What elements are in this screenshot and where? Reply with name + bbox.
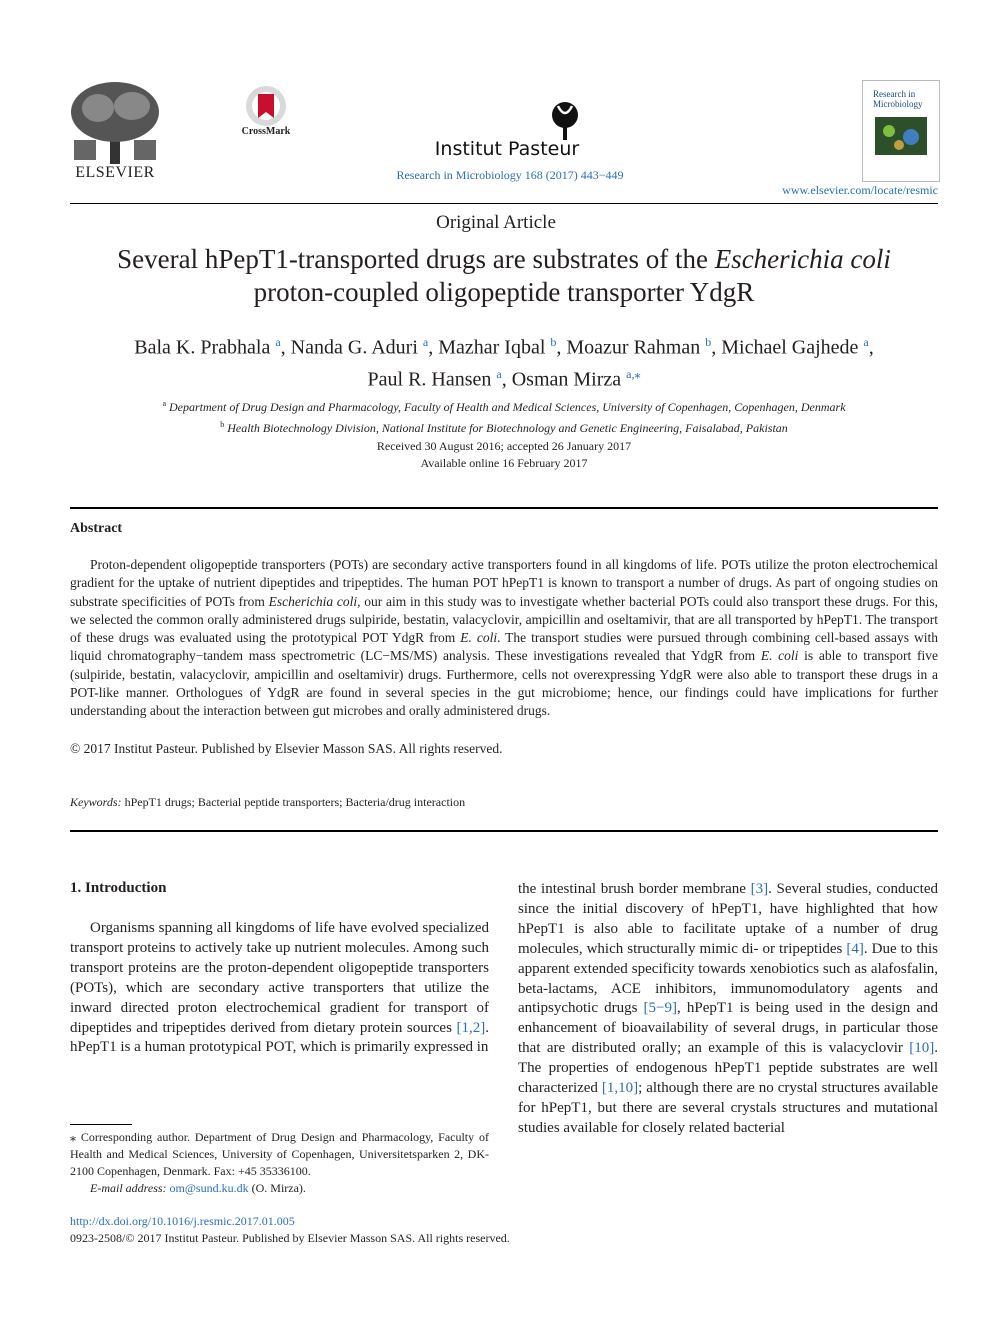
title-part2: proton-coupled oligopeptide transporter YdgR [253,277,755,307]
citation-link[interactable]: [3] [750,881,769,897]
available-date: Available online 16 February 2017 [420,456,588,470]
institute-name: Institut Pasteur [434,138,580,160]
article-type: Original Article [436,212,556,233]
email-link[interactable]: om@sund.ku.dk [169,1181,249,1195]
author-affil-sup[interactable]: a [863,335,869,349]
received-date: Received 30 August 2016; accepted 26 January 2017 [376,439,632,453]
crossmark-label: CrossMark [241,126,291,137]
abstract-copyright: © 2017 Institut Pasteur. Published by Elsevier Masson SAS. All rights reserved. [70,741,503,756]
corresponding-author-footnote [70,1129,489,1197]
author-affil-sup[interactable]: b [705,335,712,349]
footnote-divider [70,1124,132,1125]
citation-link[interactable]: [4] [846,940,864,957]
author-affil-sup[interactable]: a,⁎ [626,366,641,381]
publisher-name: ELSEVIER [75,164,155,181]
section-heading: 1. Introduction [70,880,167,896]
author[interactable]: Bala K. Prabhala [134,336,271,359]
author[interactable]: Osman Mirza [511,368,622,391]
author[interactable]: Nanda G. Aduri [290,336,418,359]
pasteur-logo-icon [540,100,590,140]
journal-homepage-link[interactable]: www.elsevier.com/locate/resmic [782,183,938,197]
author[interactable]: Moazur Rahman [566,336,701,359]
keywords-label: Keywords: [70,795,122,809]
author[interactable]: Michael Gajhede [721,336,859,359]
footnote-text: ⁎ Corresponding author. Department of Drug Design and Pharmacology, Faculty of Health and Medical Sciences, University of Copenhagen, Universitetsparken 2, DK-2100 Copenhagen, Denmark. Fax: +45 35336100. [70,1130,489,1178]
body-top-divider [70,830,938,832]
keywords-text: hPepT1 drugs; Bacterial peptide transporters; Bacteria/drug interaction [124,795,466,809]
author-affil-sup[interactable]: a [275,335,281,349]
issn-copyright: 0923-2508/© 2017 Institut Pasteur. Published by Elsevier Masson SAS. All rights reserved. [70,1231,510,1245]
body-column-right: the intestinal brush border membrane [3]. Several studies, conducted since the initial discovery of hPepT1, have highlighted that how hPepT1 is also able to facilitate uptake of a number of drug molecules, which structurally mimic di- or tripeptides [4]. Due to this apparent extended specificity towards xenobiotics such as alafosfalin, beta-lactams, ACE inhibitors, immunomodulatory agents and antipsychotic drugs [5−9], hPepT1 is being used in the design and enhancement of bioavailability of several drugs, in particular those that are distributed orally; an example of this is valacyclovir [10]. The properties of endogenous hPepT1 peptide substrates are well characterized [1,10]; although there are no crystal structures available for hPepT1, but there are several crystals structures and mutational studies available for closely related bacterial [518,881,938,1136]
journal-reference[interactable]: Research in Microbiology 168 (2017) 443−449 [396,168,624,182]
header-divider [70,203,938,204]
article-dates [70,438,938,472]
citation-link[interactable]: [10] [909,1040,935,1057]
author-affil-sup[interactable]: b [550,335,557,349]
keywords [70,795,465,810]
footnote-email: E-mail address: om@sund.ku.dk (O. Mirza). [90,1181,306,1195]
title-italic: Escherichia coli [714,244,891,274]
cover-image [875,117,927,155]
affiliation-b: $^b$ Health Biotechnology Division, National Institute for Biotechnology and Genetic Engineering, Faisalabad, Pakistan [220,420,788,435]
author-list: Bala K. Prabhala $^a$, Nanda G. Aduri $^a$, Mazhar Iqbal $^b$, Moazur Rahman $^b$, Michael Gajhede $^a$, Paul R. Hansen $^a$, Osman Mirza $^{a,⁎}$ [134,335,874,391]
citation-link[interactable]: [1,2] [456,1019,486,1036]
abstract-text: Proton-dependent oligopeptide transporters (POTs) are secondary active transporters found in all kingdoms of life. POTs utilize the proton electrochemical gradient for the uptake of nutrient dipeptides and tripeptides. The human POT hPepT1 is known to transport a number of drugs. As part of ongoing studies on substrate specificities of POTs from Escherichia coli, our aim in this study was to investigate whether bacterial POTs could also transport these drugs. For this, we selected the common orally administered drugs sulpiride, bestatin, valacyclovir, ampicillin and oseltamivir, that are all transported by hPepT1. The transport of these drugs was evaluated using the prototypical POT YdgR from E. coli. The transport studies were pursued through combining cell-based assays with liquid chromatography−tandem mass spectrometric (LC−MS/MS) analysis. These investigations revealed that YdgR from E. coli is able to transport five (sulpiride, bestatin, valacyclovir, ampicillin and oseltamivir) drugs. Furthermore, cells not overexpressing YdgR were also able to transport these drugs in a POT-like manner. Orthologues of YdgR are found in several species in the gut microbiome; hence, our findings could have implications for further understanding about the interaction between gut microbes and orally administered drugs. [70,557,938,719]
body-column-left: Organisms spanning all kingdoms of life have evolved specialized transport proteins to actively take up nutrient molecules. Among such transport proteins are the proton-dependent oligopeptide transporters (POTs), which are secondary active transporters that utilize the inward directed proton electrochemical gradient for transport of dipeptides and tripeptides derived from dietary protein sources [1,2]. hPepT1 is a human prototypical POT, which is primarily expressed in [70,920,489,1056]
author-affil-sup[interactable]: a [422,335,429,349]
cover-title: Research in Microbiology [873,89,923,109]
citation-link[interactable]: [5−9] [643,1000,677,1017]
journal-cover [862,80,940,182]
abstract-top-divider [70,507,938,509]
affiliations [70,395,938,437]
author-affil-sup[interactable]: a [496,366,502,381]
affiliation-a: $^a$ Department of Drug Design and Pharmacology, Faculty of Health and Medical Sciences, University of Copenhagen, Copenhagen, Denmark [162,399,846,414]
citation-link[interactable]: [1,10] [601,1080,639,1097]
author[interactable]: Paul R. Hansen [367,368,492,391]
article-title [70,243,938,309]
title-part1: Several hPepT1-transported drugs are substrates of the [117,244,708,274]
author[interactable]: Mazhar Iqbal [438,336,546,359]
abstract-heading: Abstract [70,521,123,536]
doi-link[interactable]: http://dx.doi.org/10.1016/j.resmic.2017.01.005 [70,1214,295,1228]
